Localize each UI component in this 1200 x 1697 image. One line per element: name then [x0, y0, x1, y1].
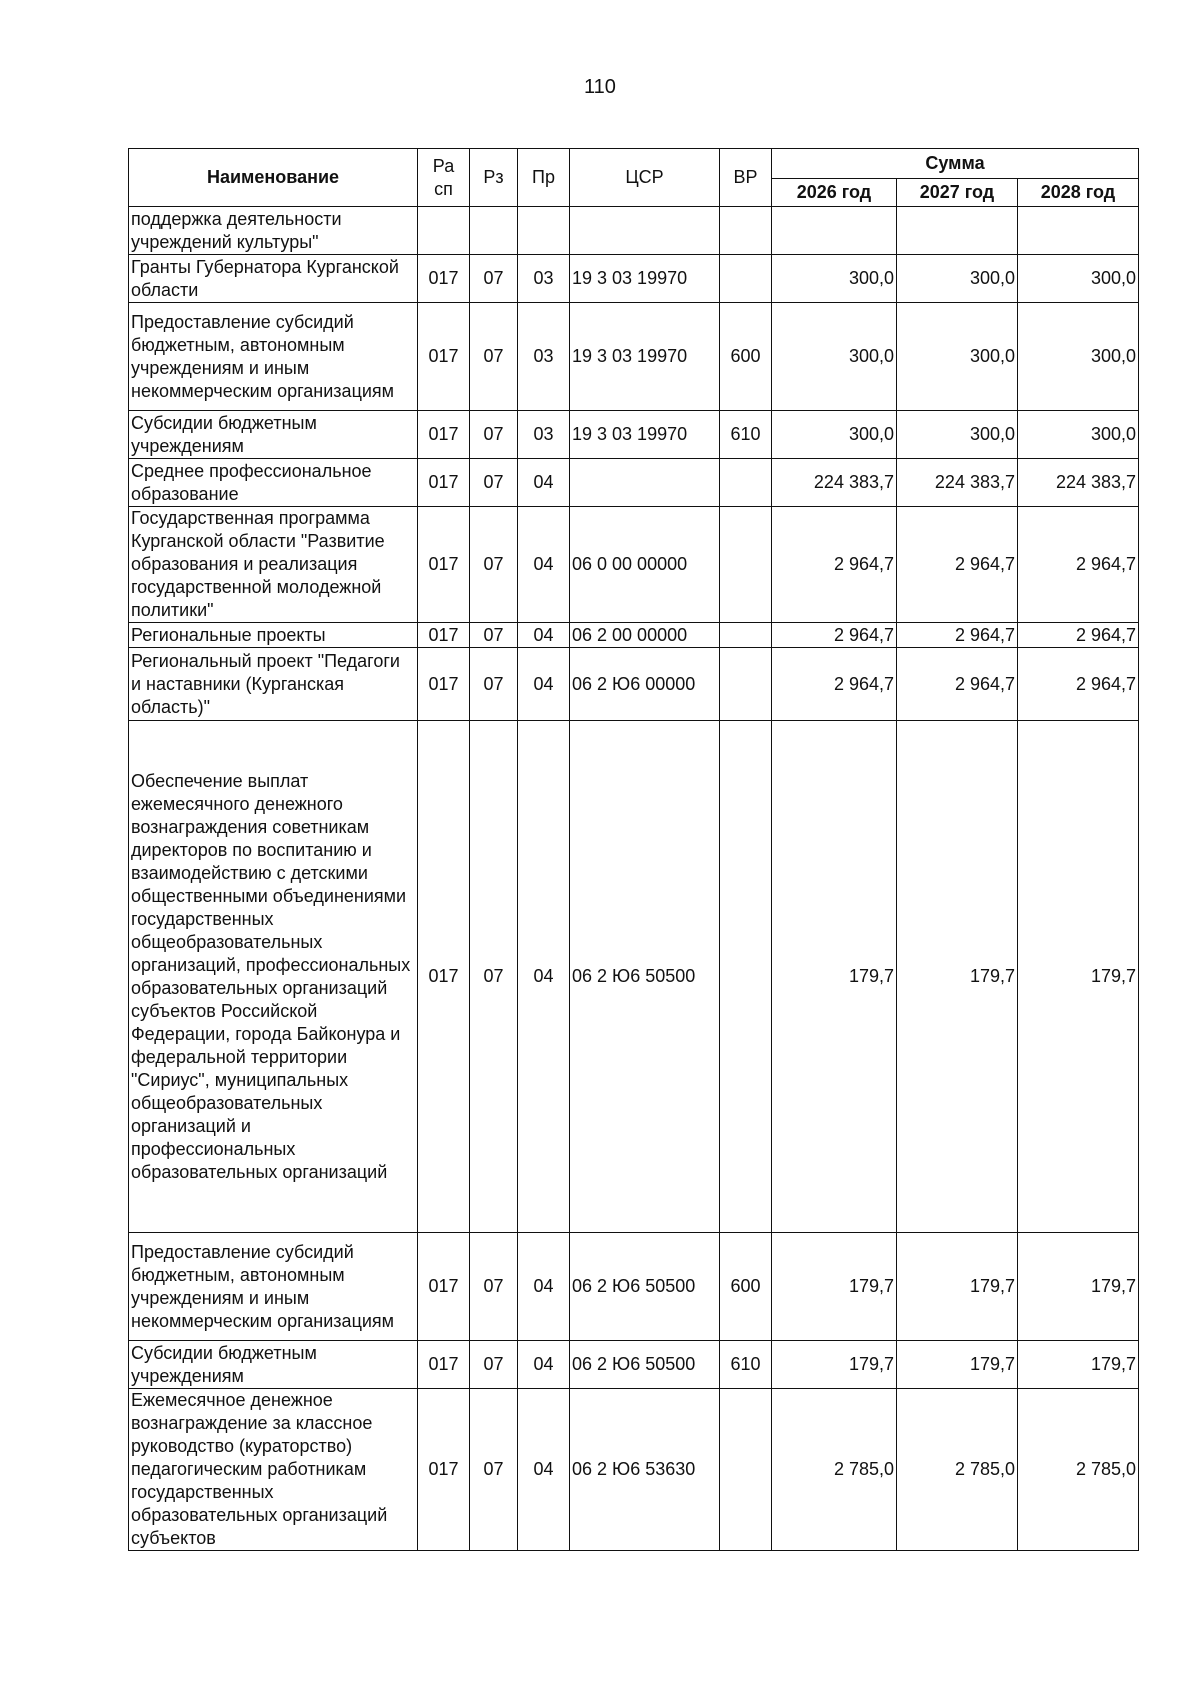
- row-sum-2028: 179,7: [1018, 721, 1139, 1233]
- row-rasp: 017: [418, 255, 470, 303]
- header-2026: 2026 год: [772, 179, 897, 207]
- row-vr: [720, 1389, 772, 1551]
- header-csr: ЦСР: [570, 149, 720, 207]
- row-sum-2027: 179,7: [897, 721, 1018, 1233]
- row-rz: [470, 207, 518, 255]
- row-sum-2027: 2 964,7: [897, 507, 1018, 623]
- row-rasp: 017: [418, 623, 470, 648]
- row-sum-2026: 179,7: [772, 721, 897, 1233]
- row-csr: 06 2 00 00000: [570, 623, 720, 648]
- header-vr: ВР: [720, 149, 772, 207]
- row-pr: 03: [518, 255, 570, 303]
- row-rz: 07: [470, 507, 518, 623]
- row-sum-2026: 2 964,7: [772, 623, 897, 648]
- row-rasp: 017: [418, 303, 470, 411]
- row-sum-2028: 224 383,7: [1018, 459, 1139, 507]
- table-row: [129, 623, 1139, 648]
- row-rz: 07: [470, 255, 518, 303]
- row-rz: 07: [470, 721, 518, 1233]
- row-pr: 03: [518, 411, 570, 459]
- table-row: [129, 411, 1139, 459]
- row-sum-2028: [1018, 207, 1139, 255]
- row-rasp: 017: [418, 507, 470, 623]
- row-rasp: 017: [418, 1389, 470, 1551]
- row-csr: 06 2 Ю6 00000: [570, 648, 720, 721]
- header-pr: Пр: [518, 149, 570, 207]
- row-sum-2026: 2 964,7: [772, 507, 897, 623]
- row-vr: [720, 255, 772, 303]
- row-rz: 07: [470, 1389, 518, 1551]
- row-pr: 03: [518, 303, 570, 411]
- row-csr: 19 3 03 19970: [570, 303, 720, 411]
- row-name: Гранты Губернатора Курганской области: [129, 255, 418, 303]
- row-sum-2027: 2 964,7: [897, 623, 1018, 648]
- row-rz: 07: [470, 411, 518, 459]
- row-name: Обеспечение выплат ежемесячного денежного вознаграждения советникам директоров по воспитанию и взаимодействию с детскими общественными объединениями государственных общеобразовательных организаций, профессиональных образовательных организаций субъектов Российской Федерации, города Байконура и федеральной территории "Сириус", муниципальных общеобразовательных организаций и профессиональных образовательных организаций: [129, 721, 418, 1233]
- row-vr: [720, 507, 772, 623]
- row-sum-2026: 300,0: [772, 411, 897, 459]
- table-row: [129, 207, 1139, 255]
- row-name: Государственная программа Курганской области "Развитие образования и реализация государственной молодежной политики": [129, 507, 418, 623]
- row-vr: [720, 623, 772, 648]
- row-csr: 06 0 00 00000: [570, 507, 720, 623]
- row-vr: [720, 721, 772, 1233]
- row-sum-2028: 2 964,7: [1018, 648, 1139, 721]
- row-vr: 610: [720, 1341, 772, 1389]
- row-pr: 04: [518, 648, 570, 721]
- row-sum-2026: [772, 207, 897, 255]
- page-number: 110: [584, 76, 616, 98]
- row-sum-2028: 179,7: [1018, 1341, 1139, 1389]
- row-rasp: 017: [418, 459, 470, 507]
- table-row: [129, 459, 1139, 507]
- row-pr: [518, 207, 570, 255]
- table-row: [129, 721, 1139, 1233]
- table-row: [129, 255, 1139, 303]
- row-sum-2028: 2 964,7: [1018, 623, 1139, 648]
- row-vr: 600: [720, 303, 772, 411]
- row-name: Региональные проекты: [129, 623, 418, 648]
- header-2027: 2027 год: [897, 179, 1018, 207]
- row-csr: 06 2 Ю6 50500: [570, 721, 720, 1233]
- row-sum-2027: 300,0: [897, 255, 1018, 303]
- row-pr: 04: [518, 721, 570, 1233]
- row-name: Среднее профессиональное образование: [129, 459, 418, 507]
- row-name: Региональный проект "Педагоги и наставники (Курганская область)": [129, 648, 418, 721]
- row-sum-2026: 224 383,7: [772, 459, 897, 507]
- row-sum-2028: 2 964,7: [1018, 507, 1139, 623]
- row-rasp: [418, 207, 470, 255]
- row-pr: 04: [518, 623, 570, 648]
- row-sum-2028: 300,0: [1018, 255, 1139, 303]
- header-name: Наименование: [129, 149, 418, 207]
- table-row: [129, 1389, 1139, 1551]
- row-rz: 07: [470, 459, 518, 507]
- row-rasp: 017: [418, 648, 470, 721]
- row-sum-2028: 300,0: [1018, 411, 1139, 459]
- row-name: Субсидии бюджетным учреждениям: [129, 1341, 418, 1389]
- row-sum-2026: 2 785,0: [772, 1389, 897, 1551]
- row-csr: 06 2 Ю6 53630: [570, 1389, 720, 1551]
- row-vr: [720, 459, 772, 507]
- row-name: Предоставление субсидий бюджетным, автономным учреждениям и иным некоммерческим организациям: [129, 303, 418, 411]
- row-sum-2026: 179,7: [772, 1233, 897, 1341]
- row-vr: 610: [720, 411, 772, 459]
- row-rz: 07: [470, 623, 518, 648]
- row-csr: [570, 459, 720, 507]
- row-sum-2027: 2 964,7: [897, 648, 1018, 721]
- row-pr: 04: [518, 1341, 570, 1389]
- row-pr: 04: [518, 459, 570, 507]
- row-pr: 04: [518, 1389, 570, 1551]
- row-rasp: 017: [418, 721, 470, 1233]
- row-rz: 07: [470, 303, 518, 411]
- table-row: [129, 648, 1139, 721]
- row-csr: 19 3 03 19970: [570, 411, 720, 459]
- row-sum-2026: 300,0: [772, 303, 897, 411]
- row-vr: [720, 207, 772, 255]
- row-pr: 04: [518, 507, 570, 623]
- row-sum-2027: 300,0: [897, 303, 1018, 411]
- row-sum-2027: 224 383,7: [897, 459, 1018, 507]
- row-sum-2026: 179,7: [772, 1341, 897, 1389]
- row-name: Субсидии бюджетным учреждениям: [129, 411, 418, 459]
- row-csr: 06 2 Ю6 50500: [570, 1233, 720, 1341]
- row-csr: [570, 207, 720, 255]
- row-sum-2026: 300,0: [772, 255, 897, 303]
- row-sum-2028: 179,7: [1018, 1233, 1139, 1341]
- row-rasp: 017: [418, 411, 470, 459]
- row-sum-2027: 179,7: [897, 1233, 1018, 1341]
- header-rasp: Ра сп: [418, 149, 470, 207]
- row-csr: 06 2 Ю6 50500: [570, 1341, 720, 1389]
- table-row: [129, 1233, 1139, 1341]
- table-row: [129, 303, 1139, 411]
- header-2028: 2028 год: [1018, 179, 1139, 207]
- row-vr: [720, 648, 772, 721]
- budget-table: [128, 148, 1139, 1551]
- row-name: Ежемесячное денежное вознаграждение за классное руководство (кураторство) педагогическим работникам государственных образовательных организаций субъектов: [129, 1389, 418, 1551]
- row-name: Предоставление субсидий бюджетным, автономным учреждениям и иным некоммерческим организациям: [129, 1233, 418, 1341]
- row-sum-2027: 300,0: [897, 411, 1018, 459]
- table-row: [129, 1341, 1139, 1389]
- row-sum-2027: 179,7: [897, 1341, 1018, 1389]
- row-name: поддержка деятельности учреждений культуры": [129, 207, 418, 255]
- row-vr: 600: [720, 1233, 772, 1341]
- row-csr: 19 3 03 19970: [570, 255, 720, 303]
- row-rasp: 017: [418, 1233, 470, 1341]
- row-rasp: 017: [418, 1341, 470, 1389]
- row-sum-2028: 2 785,0: [1018, 1389, 1139, 1551]
- row-rz: 07: [470, 1341, 518, 1389]
- header-sum: Сумма: [772, 149, 1139, 179]
- row-sum-2028: 300,0: [1018, 303, 1139, 411]
- row-rz: 07: [470, 1233, 518, 1341]
- row-rz: 07: [470, 648, 518, 721]
- row-sum-2027: [897, 207, 1018, 255]
- row-pr: 04: [518, 1233, 570, 1341]
- row-sum-2027: 2 785,0: [897, 1389, 1018, 1551]
- row-sum-2026: 2 964,7: [772, 648, 897, 721]
- header-rz: Рз: [470, 149, 518, 207]
- table-row: [129, 507, 1139, 623]
